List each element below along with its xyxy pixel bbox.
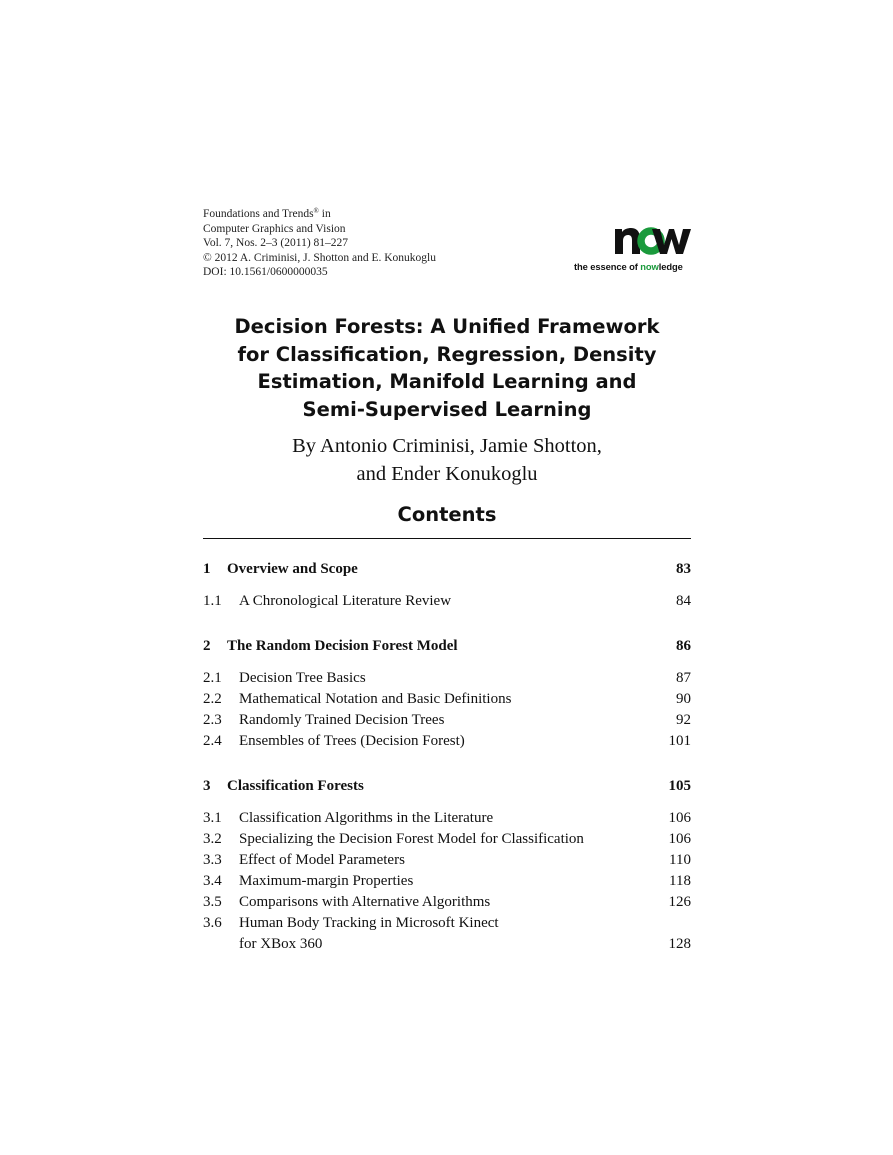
section-page: 106: [668, 810, 691, 826]
section-page: 92: [676, 712, 691, 728]
section-title: A Chronological Literature Review: [239, 593, 452, 609]
section-number: 3.1: [203, 810, 222, 826]
doi-line: DOI: 10.1561/0600000035: [203, 266, 328, 279]
chapter-title: Classification Forests: [227, 778, 364, 794]
author-list: By Antonio Criminisi, Jamie Shotton, and Ender Konukoglu: [292, 435, 602, 485]
section-title: Specializing the Decision Forest Model for Classification: [239, 831, 584, 847]
copyright-line: © 2012 A. Criminisi, J. Shotton and E. Konukoglu: [203, 251, 436, 264]
toc-section-2-1[interactable]: [203, 668, 691, 689]
section-title: Randomly Trained Decision Trees: [239, 712, 445, 728]
chapter-title: The Random Decision Forest Model: [227, 638, 458, 654]
section-number: 3.3: [203, 852, 222, 868]
now-logo-wordmark: [572, 224, 692, 258]
section-title: Comparisons with Alternative Algorithms: [239, 894, 491, 910]
toc-section-3-6[interactable]: [203, 913, 691, 955]
toc-section-2-4[interactable]: [203, 731, 691, 752]
section-title: Classification Algorithms in the Literature: [239, 810, 494, 826]
registered-mark: ®: [313, 207, 319, 215]
section-page: 118: [669, 873, 691, 889]
section-page: 110: [669, 852, 691, 868]
toc-section-3-4[interactable]: [203, 871, 691, 892]
table-of-contents: [203, 559, 691, 955]
toc-section-2-2[interactable]: [203, 689, 691, 710]
section-number: 2.3: [203, 712, 222, 728]
section-page: 101: [668, 733, 691, 749]
section-title-line-1: Human Body Tracking in Microsoft Kinect: [239, 915, 499, 931]
now-publishers-logo: [572, 224, 692, 276]
section-number: 3.6: [203, 915, 222, 931]
section-page: 90: [676, 691, 691, 707]
toc-section-3-1[interactable]: [203, 808, 691, 829]
toc-section-2-3[interactable]: [203, 710, 691, 731]
publication-info: [203, 204, 503, 280]
section-title: Mathematical Notation and Basic Definitions: [239, 691, 512, 707]
section-number: 3.5: [203, 894, 222, 910]
chapter-title: Overview and Scope: [227, 561, 358, 577]
series-subject-line: Computer Graphics and Vision: [203, 222, 346, 235]
toc-chapter-3[interactable]: [203, 776, 691, 797]
section-number: 2.4: [203, 733, 222, 749]
section-number: 2.1: [203, 670, 222, 686]
section-page: 128: [668, 936, 691, 952]
chapter-page: 83: [676, 561, 691, 577]
chapter-number: 1: [203, 561, 211, 577]
toc-section-3-2[interactable]: [203, 829, 691, 850]
section-page: 87: [676, 670, 691, 686]
toc-chapter-1[interactable]: [203, 559, 691, 580]
section-number: 3.4: [203, 873, 222, 889]
section-title: Effect of Model Parameters: [239, 852, 405, 868]
chapter-page: 86: [676, 638, 691, 654]
chapter-page: 105: [668, 778, 691, 794]
section-number: 3.2: [203, 831, 222, 847]
toc-section-3-5[interactable]: [203, 892, 691, 913]
toc-section-1-1[interactable]: [203, 591, 691, 612]
contents-divider: [203, 538, 691, 539]
chapter-number: 2: [203, 638, 211, 654]
contents-heading: Contents: [397, 503, 497, 526]
logo-tagline: the essence of nowledge: [574, 261, 683, 272]
section-page: 84: [676, 593, 691, 609]
section-page: 106: [668, 831, 691, 847]
section-number: 1.1: [203, 593, 222, 609]
chapter-number: 3: [203, 778, 211, 794]
section-page: 126: [668, 894, 691, 910]
section-title: Ensembles of Trees (Decision Forest): [239, 733, 465, 749]
section-title: Decision Tree Basics: [239, 670, 366, 686]
volume-line: Vol. 7, Nos. 2–3 (2011) 81–227: [203, 237, 349, 250]
document-title: Decision Forests: A Unified Framework for Classification, Regression, Density Estimation, Manifold Learning and Semi-Supervised Learning: [234, 315, 660, 421]
section-title: [239, 913, 669, 955]
series-line: Foundations and Trends® in: [203, 207, 331, 220]
toc-chapter-2[interactable]: [203, 636, 691, 657]
section-title: Maximum-margin Properties: [239, 873, 414, 889]
section-number: 2.2: [203, 691, 222, 707]
toc-section-3-3[interactable]: [203, 850, 691, 871]
section-title-line-2: for XBox 360: [239, 936, 323, 952]
